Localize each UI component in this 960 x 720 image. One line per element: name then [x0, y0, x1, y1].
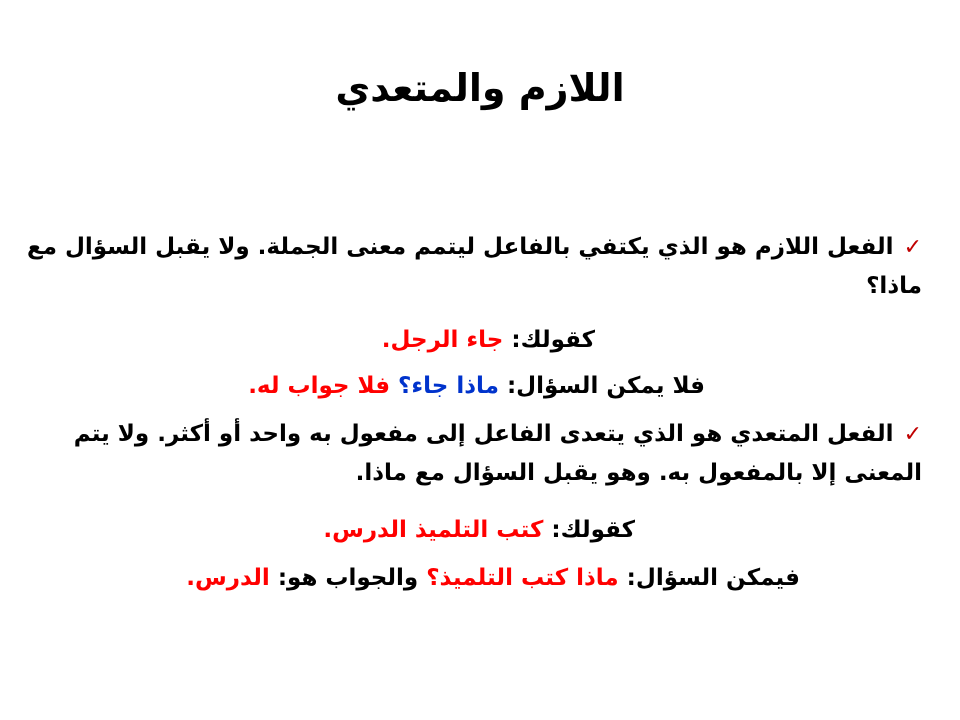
intransitive-answer-text: فلا جواب له.: [248, 373, 399, 399]
slide-title: اللازم والمتعدي: [335, 66, 625, 110]
transitive-answer-text: الدرس.: [186, 565, 270, 591]
intransitive-definition-text: الفعل اللازم هو الذي يكتفي بالفاعل ليتمم معنى الجملة. ولا يقبل السؤال مع ماذا؟: [26, 234, 922, 299]
transitive-question-prefix: فيمكن السؤال:: [618, 565, 800, 591]
intransitive-question-text: ماذا جاء؟: [398, 373, 499, 399]
checkmark-icon: ✓: [903, 235, 922, 260]
intransitive-example-text: جاء الرجل.: [381, 327, 504, 353]
transitive-answer-prefix: والجواب هو:: [269, 565, 427, 591]
intransitive-definition: [22, 228, 922, 306]
intransitive-example-label: كقولك:: [503, 327, 595, 353]
checkmark-icon: ✓: [903, 422, 922, 447]
intransitive-question: [248, 368, 705, 404]
transitive-definition-text: الفعل المتعدي هو الذي يتعدى الفاعل إلى مفعول به واحد أو أكثر. ولا يتم المعنى إلا بالمفعول به. وهو يقبل السؤال مع ماذا.: [73, 421, 922, 486]
transitive-question: [186, 560, 800, 596]
intransitive-question-prefix: فلا يمكن السؤال:: [498, 373, 705, 399]
transitive-example-label: كقولك:: [543, 517, 635, 543]
intransitive-example: [382, 322, 595, 358]
transitive-example: [323, 512, 635, 548]
transitive-definition: [22, 415, 922, 493]
transitive-example-text: كتب التلميذ الدرس.: [323, 517, 544, 543]
transitive-question-text: ماذا كتب التلميذ؟: [426, 565, 619, 591]
